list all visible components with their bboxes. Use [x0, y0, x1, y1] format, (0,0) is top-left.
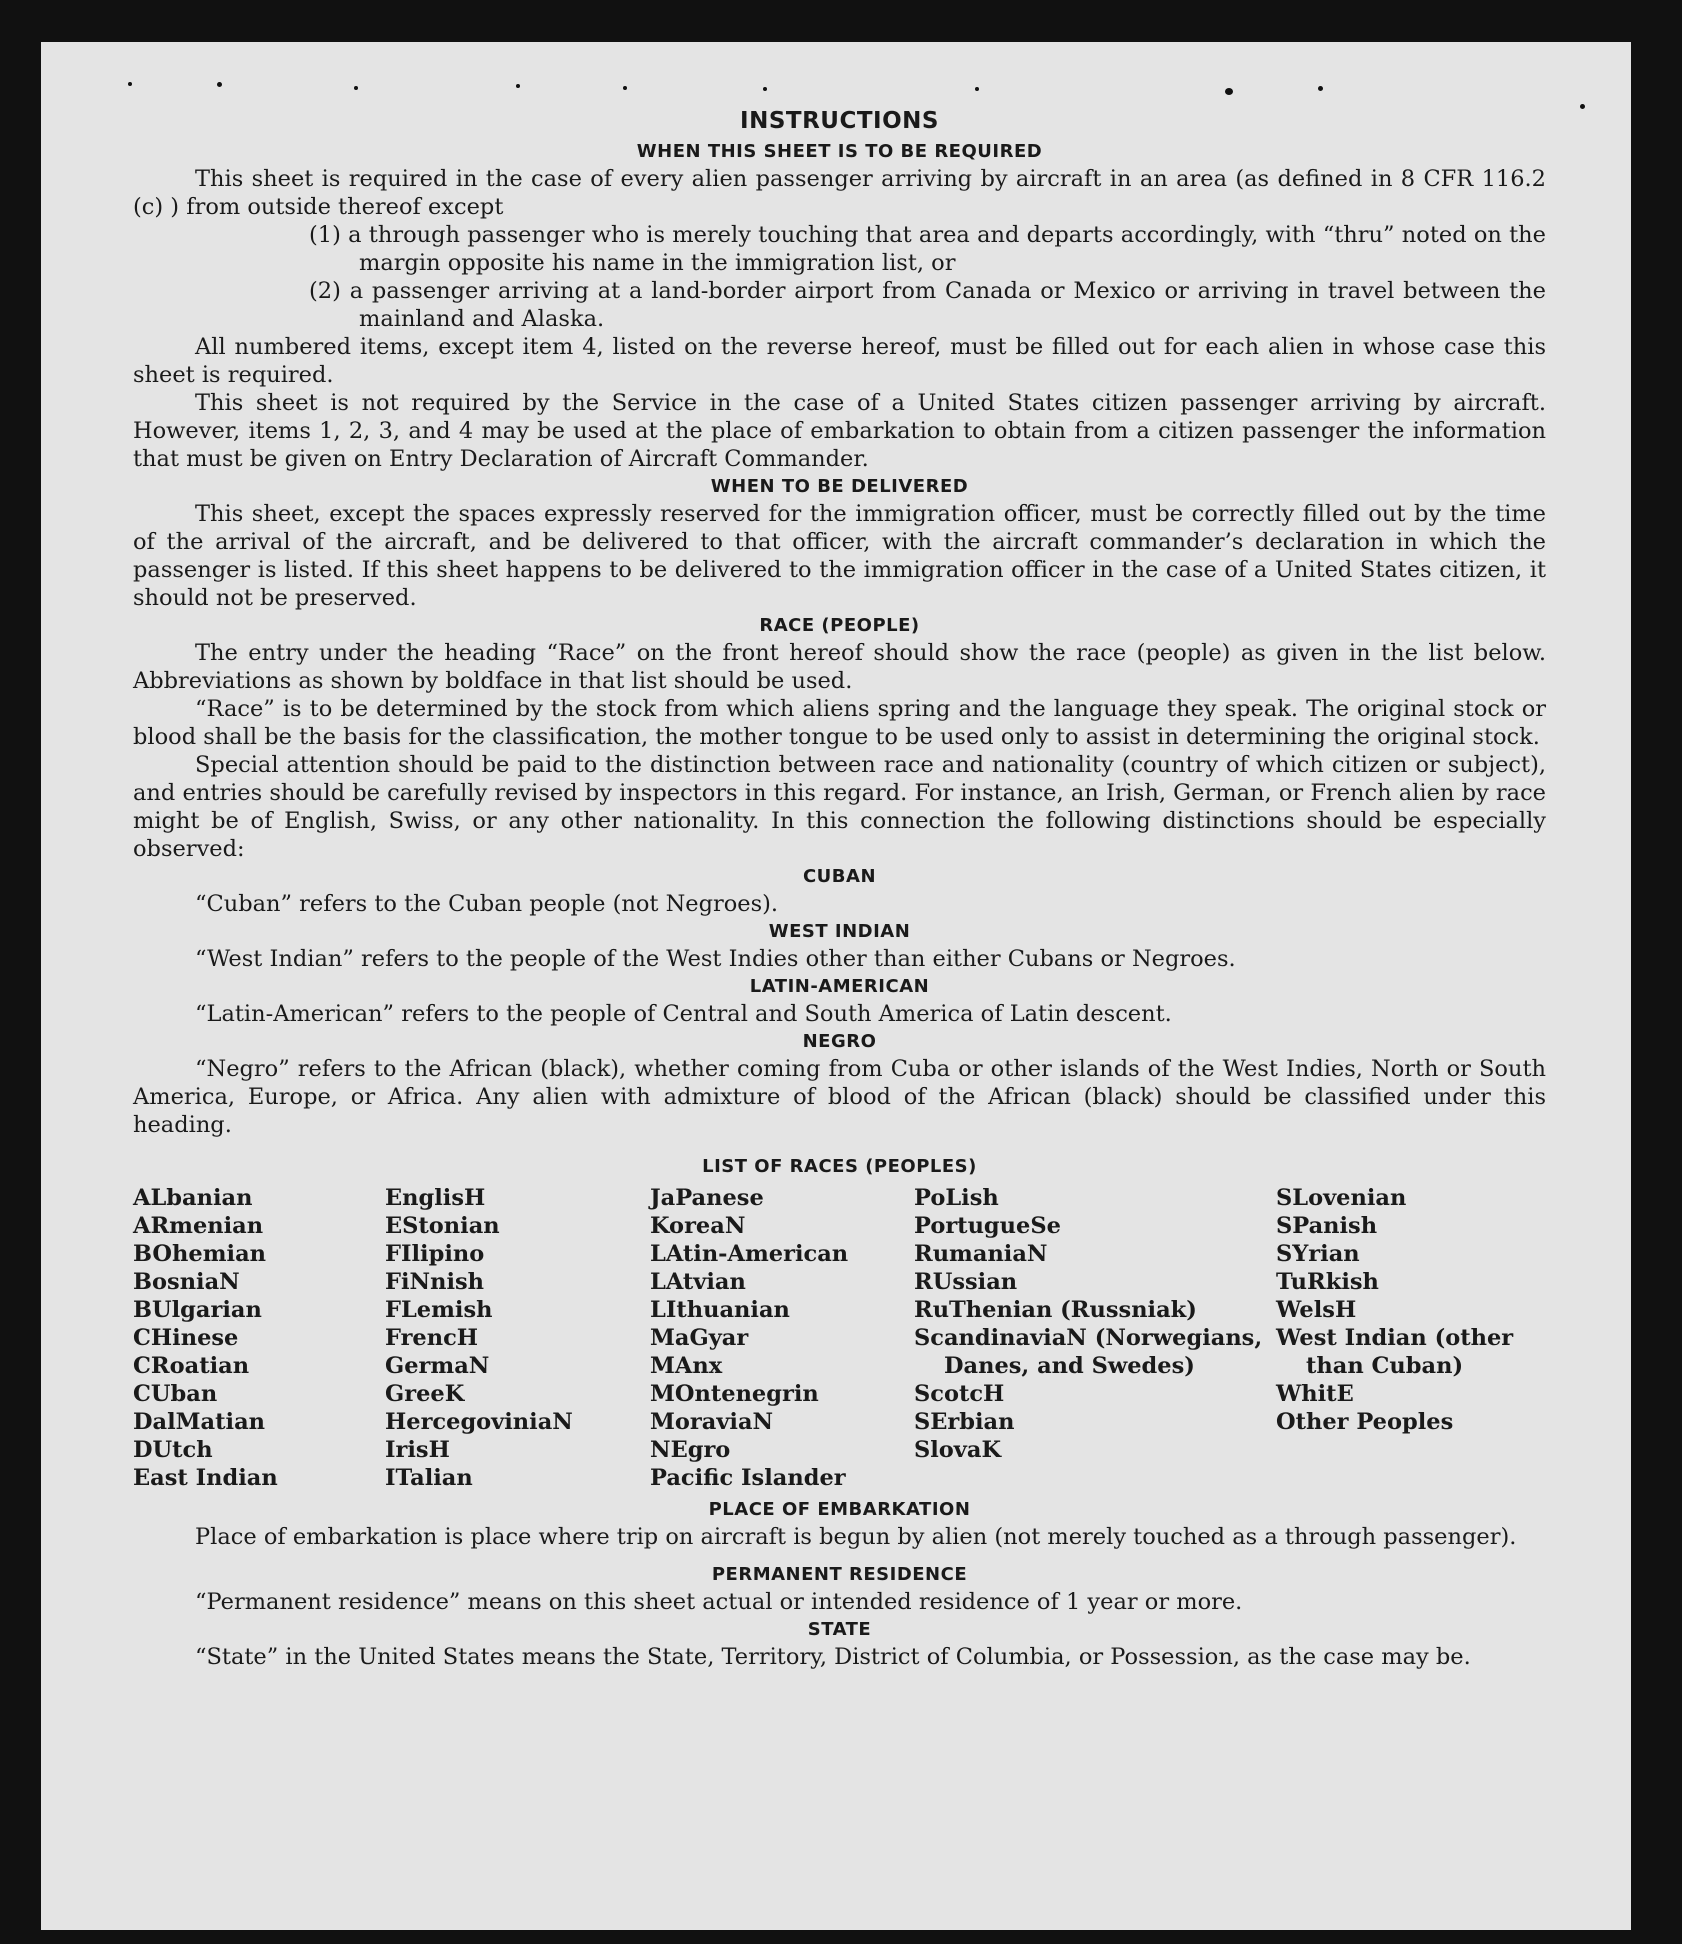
race-item: KoreaN: [650, 1213, 746, 1239]
race-item: East Indian: [133, 1465, 278, 1491]
scan-speck: [354, 86, 358, 90]
race-item: ITalian: [385, 1465, 473, 1491]
race-item: Other Peoples: [1276, 1409, 1454, 1435]
race-item: ALbanian: [133, 1185, 253, 1211]
race-item: ARmenian: [133, 1213, 264, 1239]
race-item: ScotcH: [914, 1381, 1005, 1407]
heading-when-delivered: WHEN TO BE DELIVERED: [710, 476, 969, 497]
race-paragraph-2: “Race” is to be determined by the stock from which aliens spring and the language they speak. The original stock or blood shall be the basis for the classification, the mother tongue to be used only to assist in determining the original stock.: [133, 696, 1546, 750]
race-item: MAnx: [650, 1353, 723, 1379]
race-item: DUtch: [133, 1437, 213, 1463]
heading-latin-american: LATIN-AMERICAN: [749, 976, 930, 997]
race-item: RUssian: [914, 1269, 1018, 1295]
race-item: CRoatian: [133, 1353, 250, 1379]
race-item: TuRkish: [1276, 1269, 1379, 1295]
race-column-2: [385, 1184, 650, 1492]
exception-item-1: (1) a through passenger who is merely touching that area and departs accordingly, with “thru” noted on the margin opposite his name in the immigration list, or: [309, 222, 1546, 276]
race-item: RuThenian (Russniak): [914, 1297, 1197, 1323]
heading-permanent-residence: PERMANENT RESIDENCE: [711, 1564, 968, 1585]
when-required-paragraph-2: All numbered items, except item 4, listed on the reverse hereof, must be filled out for each alien in whose case this sheet is required.: [133, 334, 1546, 388]
race-item: JaPanese: [650, 1185, 764, 1211]
scan-speck: [763, 87, 767, 91]
race-item: FiNnish: [385, 1269, 485, 1295]
race-item: GreeK: [385, 1381, 465, 1407]
residence-definition: “Permanent residence” means on this sheet actual or intended residence of 1 year or more.: [195, 1589, 1243, 1615]
race-item: BOhemian: [133, 1241, 267, 1267]
race-item: NEgro: [650, 1437, 731, 1463]
heading-west-indian: WEST INDIAN: [768, 921, 911, 942]
scan-speck: [1225, 88, 1233, 95]
race-list: [133, 1184, 1546, 1492]
race-item: WhitE: [1276, 1381, 1354, 1407]
race-item: EStonian: [385, 1213, 500, 1239]
race-item: SPanish: [1276, 1213, 1378, 1239]
when-required-paragraph-1: This sheet is required in the case of every alien passenger arriving by aircraft in an area (as defined in 8 CFR 116.2 (c) ) from outside thereof except: [133, 166, 1546, 220]
race-item: SYrian: [1276, 1241, 1360, 1267]
race-item: IrisH: [385, 1437, 450, 1463]
scan-speck: [975, 87, 979, 91]
scan-speck: [128, 82, 132, 86]
cuban-definition: “Cuban” refers to the Cuban people (not Negroes).: [195, 891, 779, 917]
instruction-sheet: [41, 42, 1631, 1930]
race-item: MOntenegrin: [650, 1381, 819, 1407]
race-item: CHinese: [133, 1325, 239, 1351]
race-item: GermaN: [385, 1353, 490, 1379]
race-item: ScandinaviaN (Norwegians, Danes, and Swedes): [914, 1325, 1263, 1379]
race-item: HercegoviniaN: [385, 1409, 573, 1435]
exception-item-2: (2) a passenger arriving at a land-border airport from Canada or Mexico or arriving in travel between the mainland and Alaska.: [309, 278, 1546, 332]
race-column-1: [133, 1184, 385, 1492]
race-item: LAtvian: [650, 1269, 746, 1295]
heading-race: RACE (PEOPLE): [759, 615, 920, 636]
race-column-5: [1276, 1184, 1546, 1492]
scan-speck: [217, 82, 222, 87]
race-column-3: [650, 1184, 914, 1492]
scan-speck: [623, 86, 627, 90]
when-delivered-paragraph: This sheet, except the spaces expressly reserved for the immigration officer, must be correctly filled out by the time of the arrival of the aircraft, and be delivered to that officer, with the aircraft commander’s declaration in which the passenger is listed. If this sheet happens to be delivered to the immigration officer in the case of a United States citizen, it should not be preserved.: [133, 501, 1546, 611]
heading-negro: NEGRO: [802, 1031, 877, 1052]
scan-speck: [516, 84, 520, 88]
race-paragraph-1: The entry under the heading “Race” on the front hereof should show the race (people) as given in the list below. Abbreviations as shown by boldface in that list should be used.: [133, 640, 1546, 694]
latin-american-definition: “Latin-American” refers to the people of Central and South America of Latin descent.: [195, 1001, 1172, 1027]
race-item: LAtin-American: [650, 1241, 849, 1267]
race-item: MoraviaN: [650, 1409, 774, 1435]
scan-speck: [1318, 86, 1323, 91]
heading-place-of-embarkation: PLACE OF EMBARKATION: [708, 1499, 971, 1520]
heading-state: STATE: [807, 1619, 872, 1640]
race-column-4: [914, 1184, 1276, 1492]
race-item: Pacific Islander: [650, 1465, 846, 1491]
race-item: SErbian: [914, 1409, 1015, 1435]
race-item: PoLish: [914, 1185, 999, 1211]
race-item: FLemish: [385, 1297, 493, 1323]
race-item: DalMatian: [133, 1409, 266, 1435]
race-paragraph-3: Special attention should be paid to the distinction between race and nationality (country of which citizen or subject), and entries should be carefully revised by inspectors in this regard. For instance, an Irish, German, or French alien by race might be of English, Swiss, or any other nationality. In this connection the following distinctions should be especially observed:: [133, 752, 1546, 862]
heading-when-required: WHEN THIS SHEET IS TO BE REQUIRED: [636, 141, 1043, 162]
race-item: MaGyar: [650, 1325, 749, 1351]
race-item: FIlipino: [385, 1241, 485, 1267]
scan-speck: [1580, 104, 1585, 109]
race-item: WelsH: [1276, 1297, 1357, 1323]
race-item: BUlgarian: [133, 1297, 262, 1323]
race-item: EnglisH: [385, 1185, 486, 1211]
race-item: West Indian (other than Cuban): [1276, 1325, 1514, 1379]
race-item: LIthuanian: [650, 1297, 790, 1323]
race-item: BosniaN: [133, 1269, 240, 1295]
negro-definition: “Negro” refers to the African (black), whether coming from Cuba or other islands of the West Indies, North or South America, Europe, or Africa. Any alien with admixture of blood of the African (black) should be classified under this heading.: [133, 1056, 1546, 1138]
page-title: INSTRUCTIONS: [740, 108, 939, 134]
state-definition: “State” in the United States means the State, Territory, District of Columbia, or Possession, as the case may be.: [195, 1644, 1471, 1670]
race-item: PortugueSe: [914, 1213, 1061, 1239]
when-required-paragraph-3: This sheet is not required by the Service in the case of a United States citizen passenger arriving by aircraft. However, items 1, 2, 3, and 4 may be used at the place of embarkation to obtain from a citizen passenger the information that must be given on Entry Declaration of Aircraft Commander.: [133, 390, 1546, 472]
west-indian-definition: “West Indian” refers to the people of the West Indies other than either Cubans or Negroes.: [195, 946, 1236, 972]
embarkation-definition: Place of embarkation is place where trip on aircraft is begun by alien (not merely touched as a through passenger).: [195, 1524, 1517, 1550]
race-item: SLovenian: [1276, 1185, 1407, 1211]
heading-cuban: CUBAN: [802, 866, 877, 887]
race-item: FrencH: [385, 1325, 479, 1351]
race-item: SlovaK: [914, 1437, 1002, 1463]
heading-list-of-races: LIST OF RACES (PEOPLES): [702, 1156, 977, 1177]
race-item: CUban: [133, 1381, 218, 1407]
race-item: RumaniaN: [914, 1241, 1048, 1267]
